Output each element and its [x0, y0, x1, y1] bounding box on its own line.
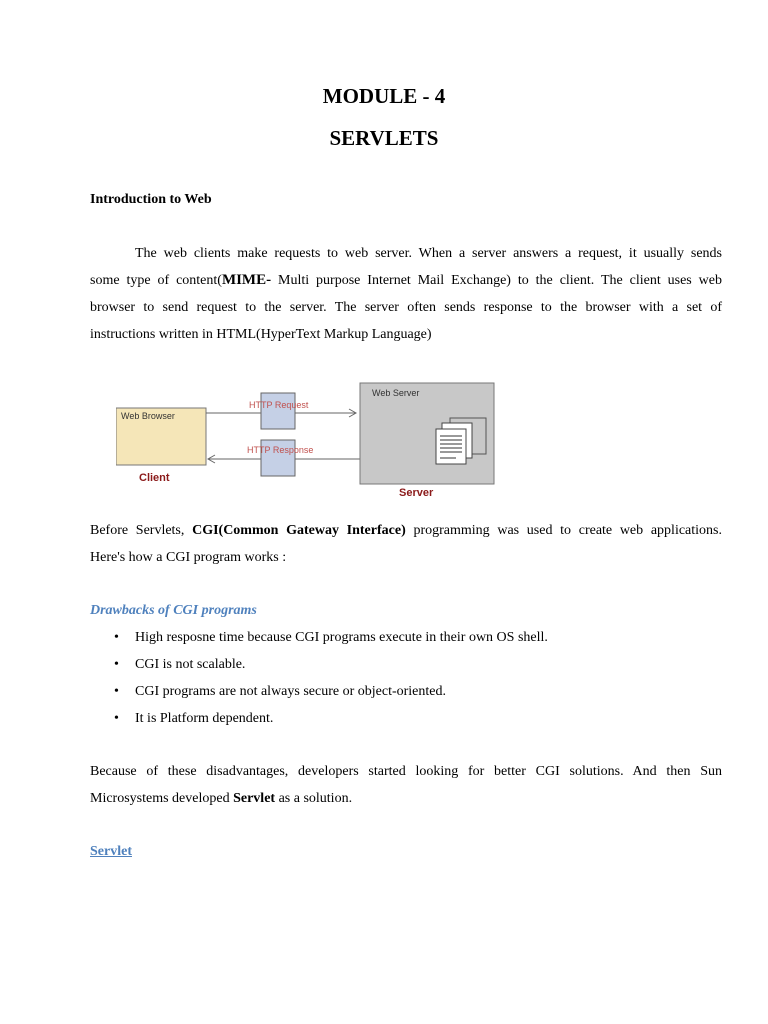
conclusion-line-2-pre: Microsystems developed [90, 791, 234, 806]
intro-line-4: instructions written in HTML(HyperText Markup Language) [90, 327, 432, 342]
cgi-line-1-pre: Before Servlets, [90, 523, 193, 538]
http-request-label: HTTP Request [249, 400, 309, 410]
list-item: • CGI programs are not always secure or object-oriented. [90, 678, 548, 705]
module-title: MODULE - 4 [322, 84, 446, 108]
web-browser-label: Web Browser [121, 411, 175, 421]
list-item: • It is Platform dependent. [90, 705, 548, 732]
cgi-paragraph [90, 517, 722, 571]
client-label: Client [139, 472, 170, 484]
list-item: • CGI is not scalable. [90, 651, 548, 678]
intro-heading: Introduction to Web [90, 192, 212, 207]
intro-line-2-post: Multi purpose Internet Mail Exchange) to the client. The client uses web [271, 273, 722, 288]
cgi-line-1-post: programming was used to create web applications. [405, 523, 722, 538]
intro-line-1: The web clients make requests to web server. When a server answers a request, it usually sends [135, 246, 722, 261]
mime-term: MIME- [221, 272, 272, 288]
http-response-label: HTTP Response [247, 445, 314, 455]
page-title: SERVLETS [329, 126, 439, 150]
conclusion-paragraph [90, 758, 722, 812]
drawbacks-list [90, 624, 548, 732]
request-packet [261, 393, 295, 429]
web-server-box [360, 383, 494, 484]
intro-paragraph [90, 240, 722, 348]
conclusion-line-2 [90, 785, 722, 812]
conclusion-line-1: Because of these disadvantages, developers started looking for better CGI solutions. And then Sun [90, 764, 722, 779]
list-item: • High resposne time because CGI programs execute in their own OS shell. [90, 624, 548, 651]
cgi-term: CGI(Common Gateway Interface) [192, 523, 406, 538]
intro-line-2-pre: some type of content( [90, 273, 222, 288]
intro-line-2 [90, 267, 722, 294]
server-label: Server [399, 487, 434, 499]
cgi-line-2: Here's how a CGI program works : [90, 550, 287, 565]
cgi-line-1 [90, 517, 722, 544]
servlet-heading: Servlet [90, 844, 132, 859]
drawbacks-heading: Drawbacks of CGI programs [90, 603, 257, 618]
conclusion-line-2-post: as a solution. [275, 791, 353, 806]
client-server-diagram [116, 380, 500, 504]
intro-line-3: browser to send request to the server. The server often sends response to the browser with a set of [90, 300, 722, 315]
web-server-label: Web Server [372, 388, 420, 398]
servlet-term: Servlet [233, 791, 276, 806]
